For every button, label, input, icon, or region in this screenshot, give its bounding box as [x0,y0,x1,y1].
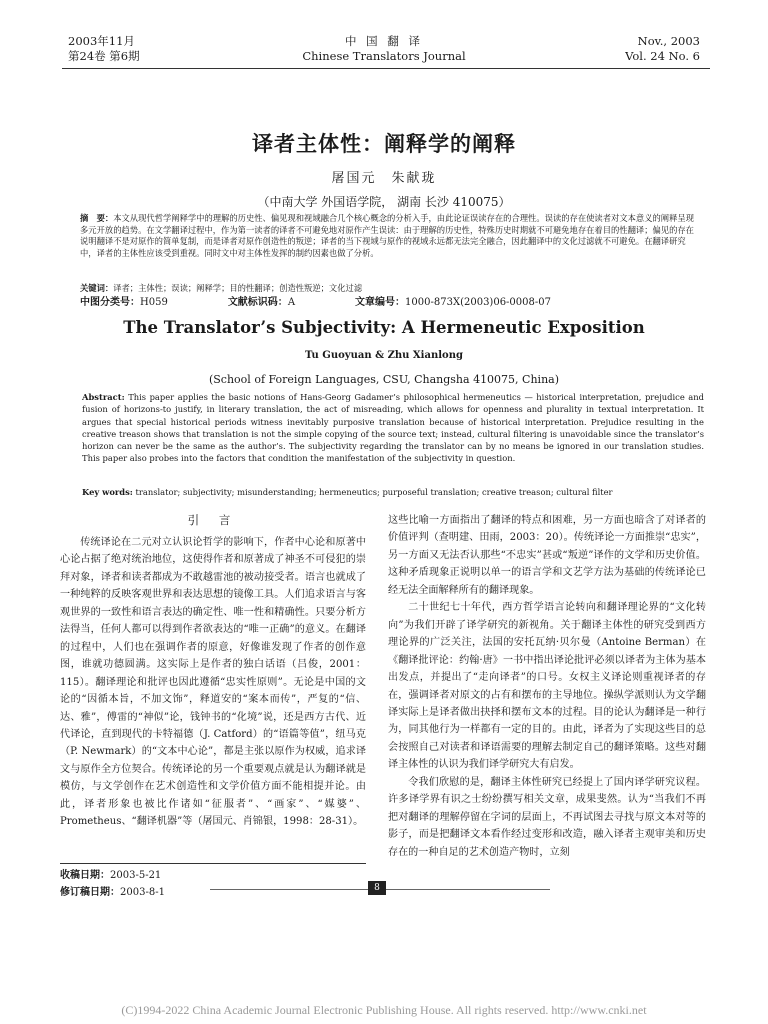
revised-date-label: 修订稿日期： [60,887,120,898]
authors-en: Tu Guoyuan & Zhu Xianlong [305,350,463,361]
doc-code-value: A [287,297,296,308]
issue-date-en: Nov., 2003 [637,34,700,48]
keywords-zh-text: 译者；主体性；误读；阐释学；目的性翻译；创造性叛逆；文化过滤 [113,283,363,293]
abstract-en [82,391,704,465]
keywords-zh [80,283,700,295]
keywords-en [82,486,704,498]
body-paragraph: 二十世纪七十年代，西方哲学语言论转向和翻译理论界的“文化转向”为我们开辟了译学研究的新视角。关于翻译主体性的研究受到西方理论界的广泛关注，法国的安托瓦纳·贝尔曼（Antoine Berman）在《翻译批评论：约翰·唐》一书中指出译论批评必须以译者为主体为基本出发点，并提出了“走向译者”的口号。女权主义译论则重视译者的存在，强调译者对原文的占有和摆布的主导地位。操纵学派则认为文学翻译实际上是译者做出抉择和摆布文本的过程。目的论认为翻译是一种行为，同其他行为一样都有一定的目的。由此，译者为了实现这些目的总会按照自己对读者和译语需要的理解去制定自己的翻译策略。这些对翻译主体性的认识为我们译学研究大有启发。 [388,602,706,771]
abstract-zh-text: 本文从现代哲学阐释学中的理解的历史性、偏见现和视域融合几个核心概念的分析入手，由此论证误读存在的合理性。误读的存在使读者对文本意义的阐释呈现多元开放的趋势。在文学翻译过程中，作为第一读者的译者不可避免地对原作产生误读：由于理解的历史性，特殊历史时期就不可避免地存在着目的性翻译；偏见的存在说明翻译不是对原作的简单复制，而是译者对原作创造性的叛逆；译者的当下视域与原作的视域永远都无法完全融合，因此翻译中的文化过滤就不可避免。在翻译研究中，译者的主体性应该受到重视。同时文中对主体性发挥的制约因素也做了分析。 [80,213,694,258]
body-paragraph: 这些比喻一方面指出了翻译的特点和困难，另一方面也暗含了对译者的价值评判（查明建、田雨，2003：20）。传统译论一方面推崇“忠实”，另一方面又无法否认那些“不忠实”甚或“叛逆”译作的文学和历史价值。这种矛盾现象正说明以单一的语言学和文艺学方法为基础的传统译论已经无法全面解释所有的翻译现象。 [388,515,706,596]
volume-issue-zh: 第24卷 第6期 [68,49,140,63]
received-date-value: 2003-5-21 [110,870,162,881]
abstract-en-label: Abstract: [82,392,125,402]
body-paragraph: 传统译论在二元对立认识论哲学的影响下，作者中心论和原著中心论占据了绝对统治地位，这使得作者和原著成了神圣不可侵犯的崇拜对象，译者和读者都成为不敢越雷池的被动接受者。语言也就成了一种纯粹的反映客观世界和表达思想的镜像工具。人们追求语言与客观世界的一致性和语言表达的确定性、唯一性和精确性。只要分析方法得当，任何人都可以得到作者欲表达的“唯一正确”的意义。在翻译的过程中，人们也在强调作者的原意，好像谁发现了作者的创作意图，谁就功德圆满。这实际上是作者的独白话语（吕俊，2001：115）。翻译理论和批评也因此遵循“忠实性原则”。无论是中国的文论的“因循本旨，不加文饰”，释道安的“案本而传”，严复的“信、达、雅”，傅雷的“神似”论，钱钟书的“化境”说，还是西方古代、近代译论，直到现代的卡特福德（J. Catford）的“语篇等值”，纽马克（P. Newmark）的“文本中心论”，都是主张以原作为权威，追求译文与原作全方位契合。传统译论的另一个重要观点就是认为翻译就是模仿，与文学创作在艺术创造性和文学价值方面不能相提并论。由此，译者形象也被比作诸如“征服者”、“画家”、“媒婆”、Prometheus、“翻译机器”等（屠国元、肖锦银，1998：28-31）。 [60,537,366,828]
journal-name-en: Chinese Translators Journal [302,49,466,63]
authors-zh: 屠国元 朱献珑 [331,171,437,186]
revised-date-value: 2003-8-1 [120,887,165,898]
classification-line [80,297,700,309]
affiliation-zh: （中南大学 外国语学院， 湖南 长沙 410075） [257,195,511,209]
issue-date: 2003年11月 [68,34,135,48]
clc-label: 中图分类号： [80,297,140,308]
article-no-value: 1000-873X(2003)06-0008-07 [405,297,551,308]
body-column-right [388,512,706,861]
section-heading-introduction: 引 言 [187,513,239,527]
article-title-en: The Translator’s Subjectivity: A Hermeneutic Exposition [123,318,645,337]
keywords-en-label: Key words: [82,487,133,497]
keywords-en-text: translator; subjectivity; misunderstanding; hermeneutics; purposeful translation; creative treason; cultural filter [135,487,613,497]
affiliation-en: (School of Foreign Languages, CSU, Changsha 410075, China) [208,373,560,386]
body-column-left [60,512,366,831]
received-date-label: 收稿日期： [60,870,110,881]
journal-name-zh: 中 国 翻 译 [345,34,423,48]
abstract-zh [80,213,700,259]
keywords-zh-label: 关键词： [80,283,114,293]
copyright-notice: (C)1994-2022 China Academic Journal Electronic Publishing House. All rights reserved. http://www.cnki.net [121,1003,647,1017]
abstract-zh-label: 摘 要： [80,213,114,223]
header-divider [62,68,710,69]
doc-code-label: 文献标识码： [227,297,288,308]
header-right [625,34,700,64]
article-no-label: 文章编号： [355,297,406,308]
volume-issue-en: Vol. 24 No. 6 [625,49,700,63]
manuscript-dates [60,863,366,901]
body-paragraph: 令我们欣慰的是，翻译主体性研究已经提上了国内译学研究议程。许多译学界有识之士纷纷撰写相关文章，成果斐然。认为“当我们不再把对翻译的理解停留在字词的层面上，不再试图去寻找与原文本对等的影子，而是把翻译文本看作经过变形和改造，融入译者主观审美和历史存在的一种自足的艺术创造产物时，立刻 [388,776,706,858]
page-number: 8 [368,881,386,895]
abstract-en-text: This paper applies the basic notions of Hans-Georg Gadamer’s philosophical hermeneutics — historical interpretation, prejudice and fusion of horizons-to justify, in literary translation, the act of misreading, which allows for openness and plurality in textual interpretation. It argues that special historical periods witness inevitably purposive translation because of historical interpretation. Prejudice resulting in the creative treason shows that translation is not the simple copying of the source text; instead, cultural filtering is unavoidable since the translator’s horizon can never be the same as the author’s. The subjectivity regarding the translator can by no means be ignored in our translation studies. This paper also probes into the factors that condition the manifestation of the subjectivity in question. [82,392,704,464]
clc-value: H059 [140,297,168,308]
article-title-zh: 译者主体性：阐释学的阐释 [252,132,516,156]
